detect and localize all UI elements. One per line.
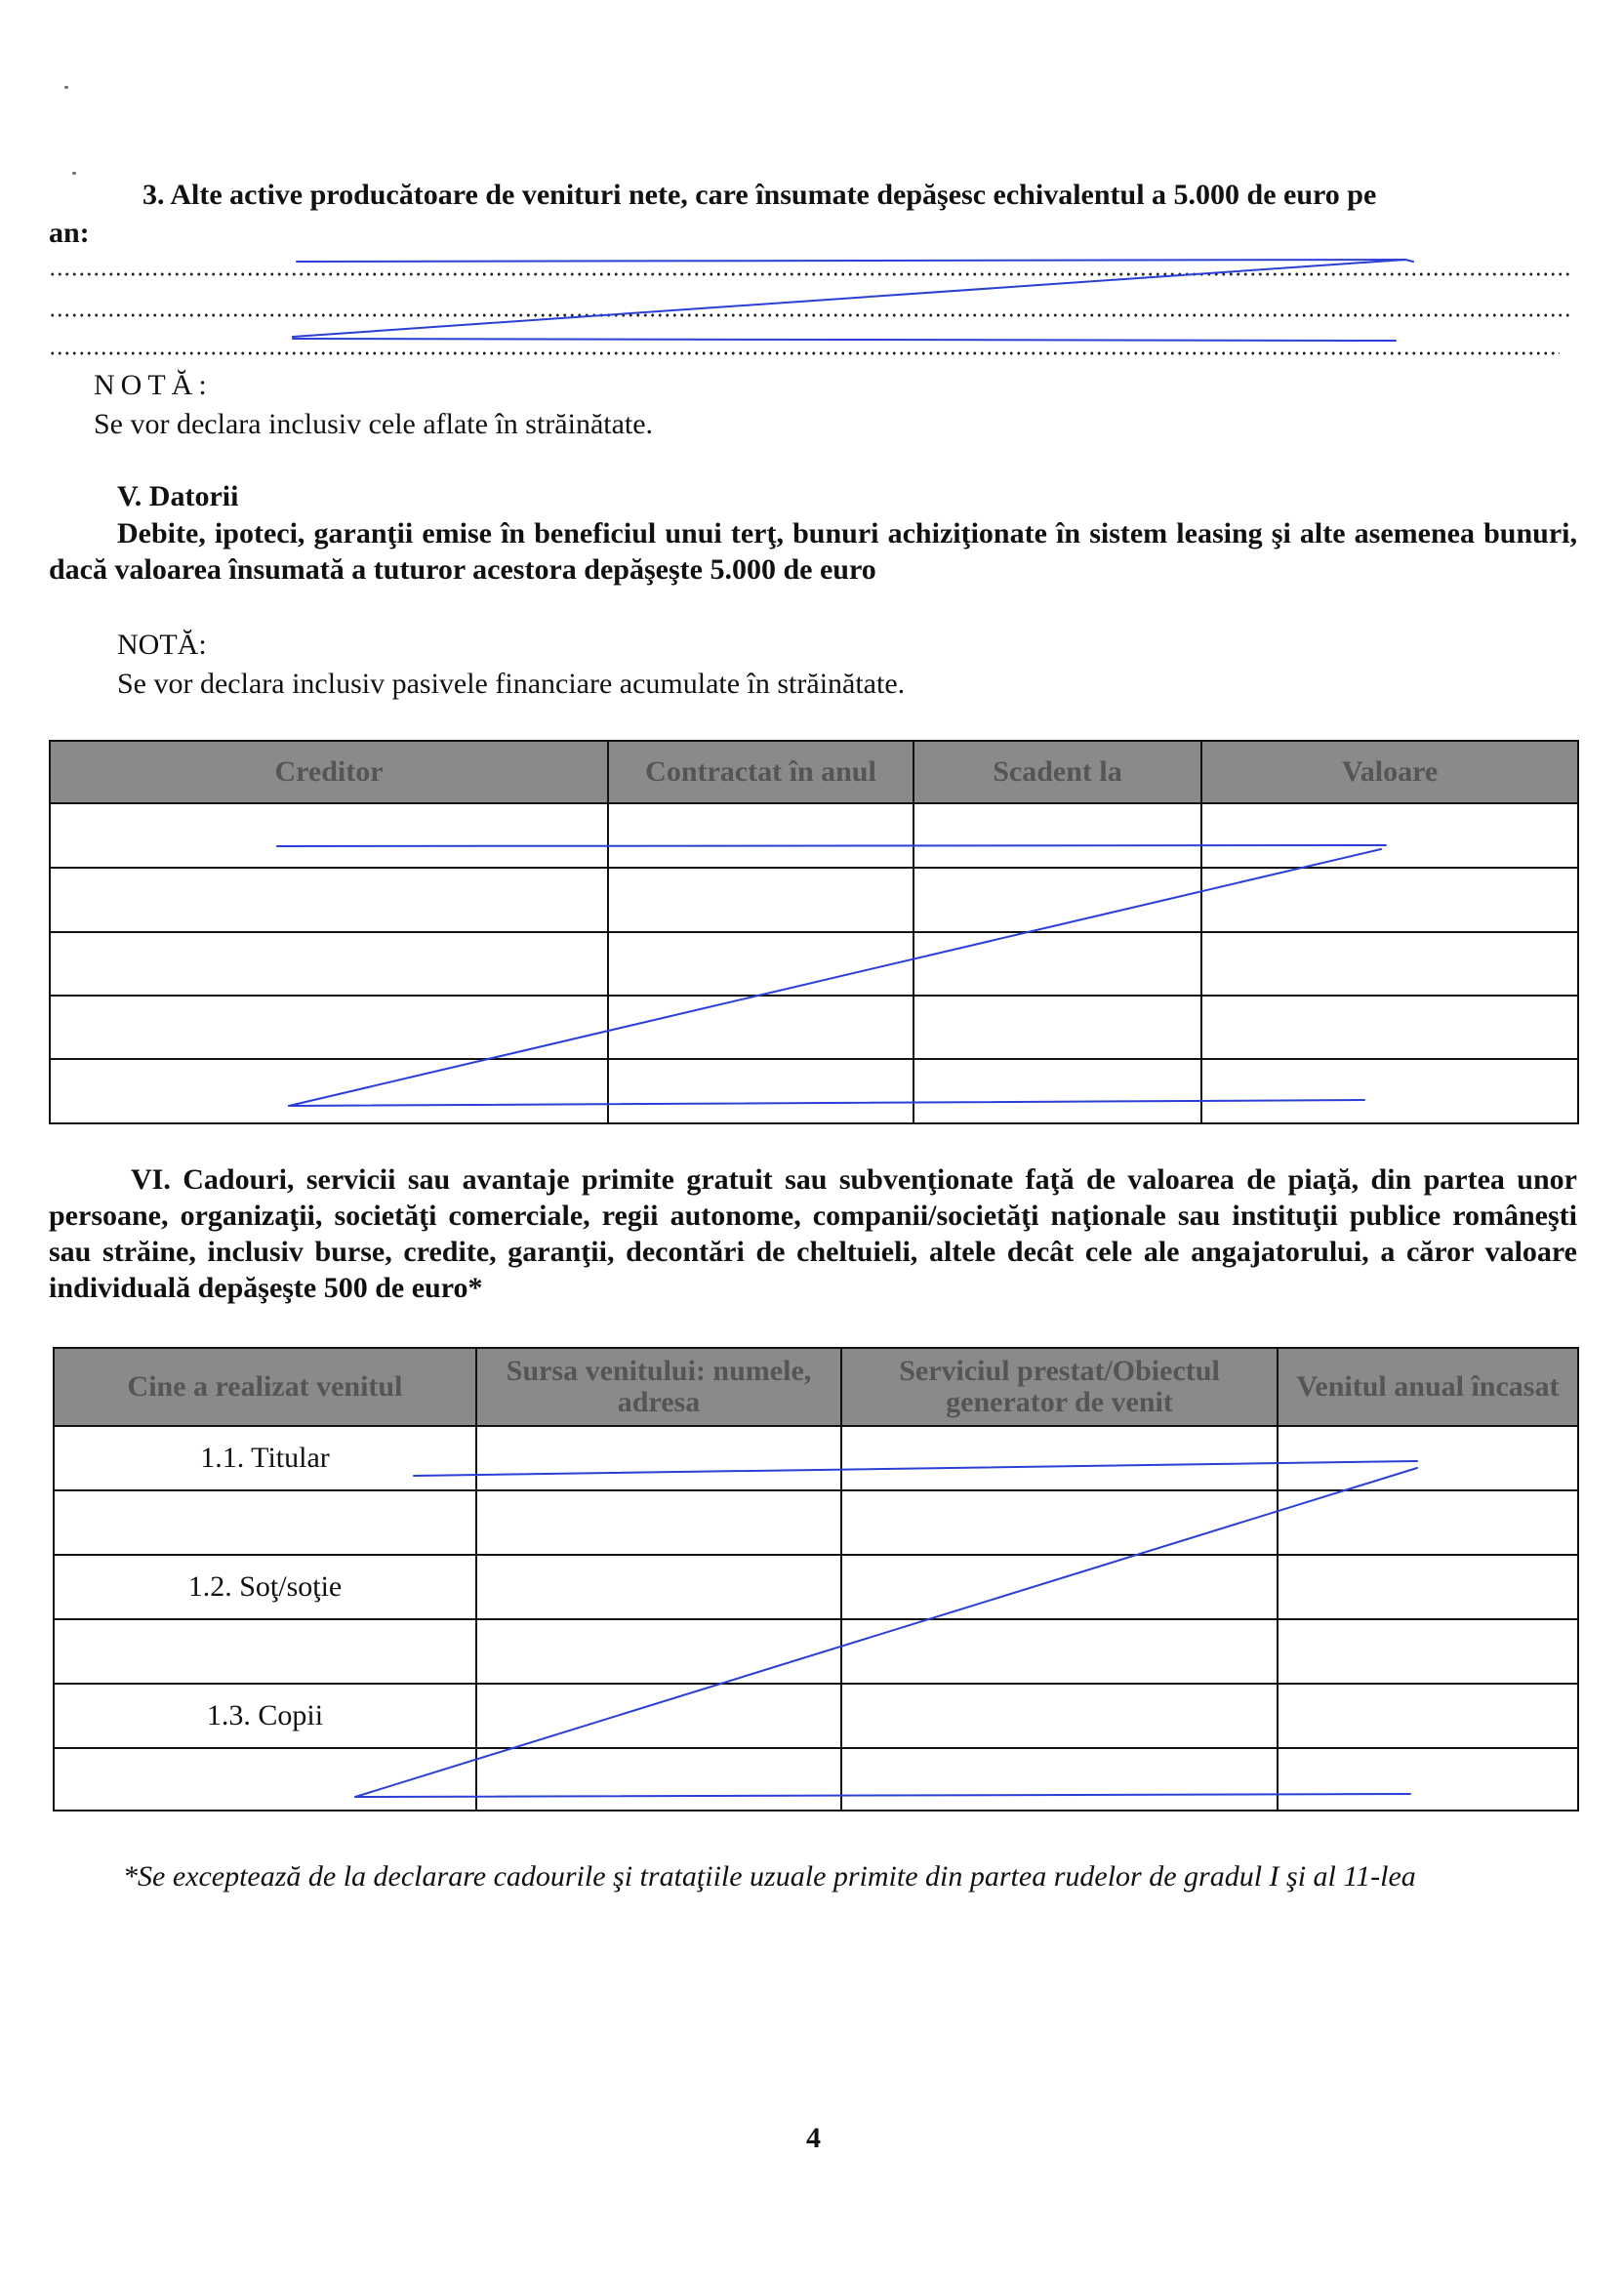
table-cell <box>476 1684 841 1748</box>
table-cell <box>54 1490 476 1555</box>
table-header-row <box>50 741 1578 803</box>
scan-speck <box>64 86 68 89</box>
column-header-contractat: Contractat în anul <box>608 741 914 803</box>
table-row <box>50 803 1578 868</box>
table-cell <box>914 932 1201 996</box>
table-cell <box>1278 1490 1578 1555</box>
nota-label: NOTĂ: <box>117 629 207 661</box>
table-cell <box>50 1059 608 1123</box>
table-cell <box>914 996 1201 1059</box>
scan-speck <box>72 172 76 175</box>
table-cell <box>914 868 1201 932</box>
column-header-serviciul: Serviciul prestat/Obiectul generator de venit <box>841 1348 1278 1426</box>
table-cell <box>608 803 914 868</box>
dotted-fill-line <box>49 310 1571 320</box>
column-header-cine: Cine a realizat venitul <box>54 1348 476 1426</box>
column-header-sursa: Sursa venitului: numele, adresa <box>476 1348 841 1426</box>
section-v-description: Debite, ipoteci, garanţii emise în beneficiul unui terţ, bunuri achiziţionate în sistem leasing şi alte asemenea bunuri, dacă valoarea însumată a tuturor acestora depăşeşte 5.000 de euro <box>49 517 1577 586</box>
table-cell <box>54 1748 476 1811</box>
table-cell <box>608 868 914 932</box>
table-cell <box>841 1684 1278 1748</box>
row-label-titular: 1.1. Titular <box>54 1426 476 1490</box>
table-cell <box>841 1748 1278 1811</box>
table-cell <box>50 932 608 996</box>
table-row <box>54 1426 1578 1490</box>
table-cell <box>476 1555 841 1619</box>
section-3-heading: 3. Alte active producătoare de venituri nete, care însumate depăşesc echivalentul a 5.000 de euro pe <box>142 179 1377 211</box>
section-vi-title: VI. Cadouri, servicii sau avantaje primite gratuit sau subvenţionate faţă de valoarea de piaţă, din partea unor persoane, organizaţii, societăţi comerciale, regii autonome, companii/societăţi naţionale sau instituţii publice româneşti sau străine, inclusiv burse, credite, garanţii, decontări de cheltuieli, altele decât cele ale angajatorului, a căror valoare individuală depăşeşte 500 de euro* <box>49 1163 1577 1304</box>
column-header-valoare: Valoare <box>1201 741 1578 803</box>
table-cell <box>476 1748 841 1811</box>
table-cell <box>50 868 608 932</box>
nota-text: Se vor declara inclusiv cele aflate în străinătate. <box>94 408 654 440</box>
ink-stroke <box>293 339 1396 341</box>
page-number: 4 <box>806 2122 821 2154</box>
ink-stroke <box>297 260 1413 262</box>
row-label-sot-sotie: 1.2. Soţ/soţie <box>54 1555 476 1619</box>
table-cell <box>608 1059 914 1123</box>
table-cell <box>1201 868 1578 932</box>
table-cell <box>841 1555 1278 1619</box>
column-header-creditor: Creditor <box>50 741 608 803</box>
section-3-heading-cont: an: <box>49 217 90 249</box>
column-header-scadent: Scadent la <box>914 741 1201 803</box>
table-cell <box>1278 1684 1578 1748</box>
table-cell <box>476 1619 841 1684</box>
table-cell <box>476 1426 841 1490</box>
table-row <box>54 1555 1578 1619</box>
table-cell <box>476 1490 841 1555</box>
column-header-venitul: Venitul anual încasat <box>1278 1348 1578 1426</box>
table-cell <box>50 803 608 868</box>
table-cell <box>1278 1555 1578 1619</box>
section-v-title: V. Datorii <box>117 480 239 512</box>
table-row <box>54 1748 1578 1811</box>
dotted-fill-line <box>49 348 1560 358</box>
dotted-fill-line <box>49 269 1571 279</box>
table-cell <box>1201 996 1578 1059</box>
table-row <box>50 868 1578 932</box>
table-header-row <box>54 1348 1578 1426</box>
table-row <box>54 1684 1578 1748</box>
table-cell <box>1278 1748 1578 1811</box>
table-row <box>50 1059 1578 1123</box>
table-row <box>50 932 1578 996</box>
table-cell <box>608 932 914 996</box>
datorii-table <box>49 740 1579 1124</box>
table-cell <box>914 803 1201 868</box>
table-cell <box>1201 803 1578 868</box>
table-row <box>54 1490 1578 1555</box>
table-cell <box>1201 1059 1578 1123</box>
table-row <box>50 996 1578 1059</box>
table-cell <box>841 1426 1278 1490</box>
nota-text: Se vor declara inclusiv pasivele financiare acumulate în străinătate. <box>117 668 906 700</box>
table-cell <box>1278 1619 1578 1684</box>
table-cell <box>1201 932 1578 996</box>
nota-label: NOTĂ: <box>94 369 213 401</box>
row-label-copii: 1.3. Copii <box>54 1684 476 1748</box>
table-cell <box>914 1059 1201 1123</box>
table-cell <box>841 1619 1278 1684</box>
table-cell <box>50 996 608 1059</box>
table-cell <box>54 1619 476 1684</box>
table-cell <box>841 1490 1278 1555</box>
cadouri-table <box>53 1347 1579 1812</box>
table-cell <box>1278 1426 1578 1490</box>
footnote: *Se exceptează de la declarare cadourile şi trataţiile uzuale primite din partea rudelor de gradul I şi al 11-lea <box>123 1860 1416 1893</box>
table-row <box>54 1619 1578 1684</box>
table-cell <box>608 996 914 1059</box>
